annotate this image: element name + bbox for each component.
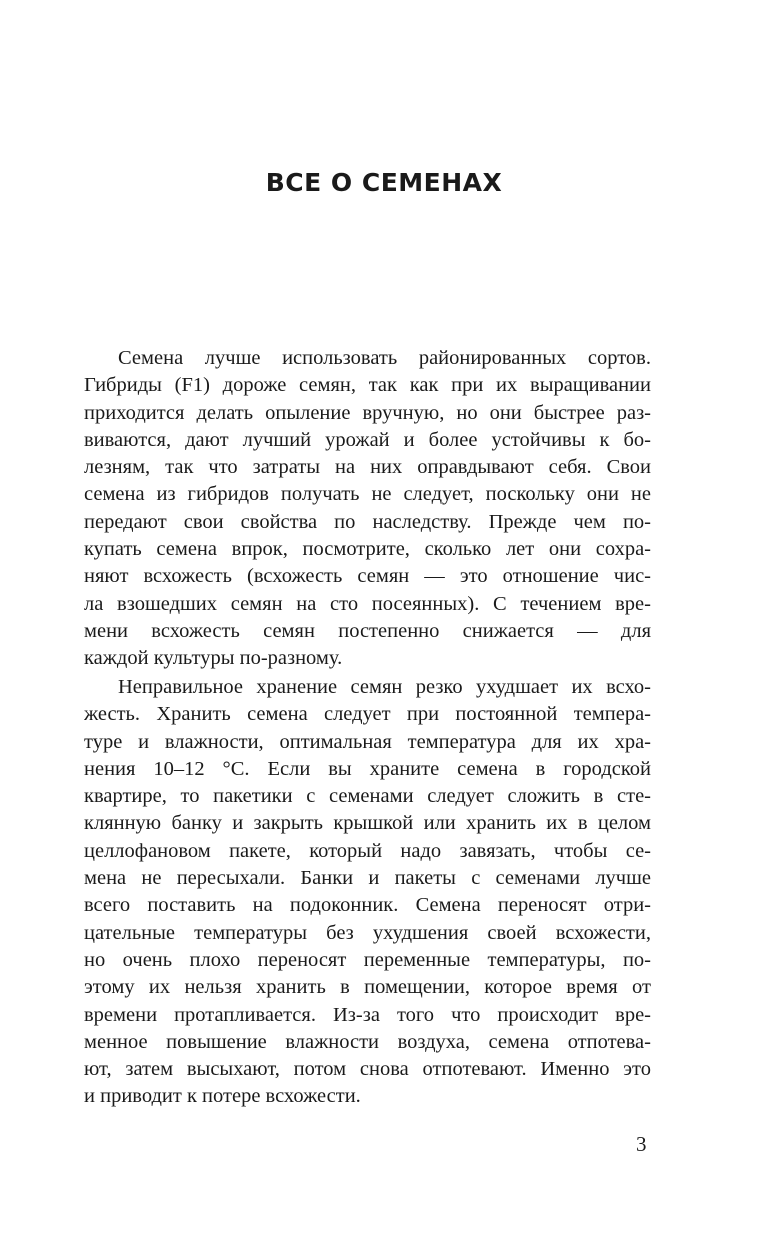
text-line: передают свои свойства по наследству. Прежде чем по- <box>84 510 651 533</box>
text-line: ла взошедших семян на сто посеянных). С течением вре- <box>84 592 651 615</box>
text-line: квартире, то пакетики с семенами следует сложить в сте- <box>84 785 651 808</box>
text-line: каждой культуры по-разному. <box>84 647 343 670</box>
text-line: этому их нельзя хранить в помещении, которое время от <box>84 976 651 999</box>
text-line: всего поставить на подоконник. Семена переносят отри- <box>84 894 651 917</box>
text-line: и приводит к потере всхожести. <box>84 1085 361 1108</box>
text-line: клянную банку и закрыть крышкой или хранить их в целом <box>84 812 651 835</box>
text-line: но очень плохо переносят переменные температуры, по- <box>84 948 651 971</box>
text-line: нения 10–12 °С. Если вы храните семена в городской <box>84 757 651 780</box>
text-line: лезням, так что затраты на них оправдывают себя. Свои <box>84 456 651 479</box>
page-number: 3 <box>636 1132 647 1156</box>
text-line: Семена лучше использовать районированных сортов. <box>118 347 651 369</box>
text-line: туре и влажности, оптимальная температура для их хра- <box>84 730 651 753</box>
text-line: времени протапливается. Из-за того что происходит вре- <box>84 1003 651 1026</box>
text-line: Гибриды (F1) дороже семян, так как при их выращивании <box>84 374 651 397</box>
text-line: ют, затем высыхают, потом снова отпотевают. Именно это <box>84 1058 651 1081</box>
text-line: мени всхожесть семян постепенно снижается — для <box>84 619 651 642</box>
text-line: приходится делать опыление вручную, но они быстрее раз- <box>84 401 651 424</box>
paragraph <box>84 345 651 673</box>
text-line: виваются, дают лучший урожай и более устойчивы к бо- <box>84 428 651 451</box>
text-line: цательные температуры без ухудшения своей всхожести, <box>84 921 651 944</box>
text-line: Неправильное хранение семян резко ухудшает их всхо- <box>118 676 651 698</box>
text-line: семена из гибридов получать не следует, поскольку они не <box>84 483 651 506</box>
text-line: купать семена впрок, посмотрите, сколько лет они сохра- <box>84 538 651 561</box>
chapter-title: ВСЕ О СЕМЕНАХ <box>265 168 503 197</box>
text-line: жесть. Хранить семена следует при постоянной темпера- <box>84 703 651 726</box>
text-line: мена не пересыхали. Банки и пакеты с семенами лучше <box>84 867 651 890</box>
text-line: целлофановом пакете, который надо завязать, чтобы се- <box>84 839 651 862</box>
text-line: менное повышение влажности воздуха, семена отпотева- <box>84 1030 651 1053</box>
text-line: няют всхожесть (всхожесть семян — это отношение чис- <box>84 565 651 588</box>
paragraph <box>84 674 651 1111</box>
